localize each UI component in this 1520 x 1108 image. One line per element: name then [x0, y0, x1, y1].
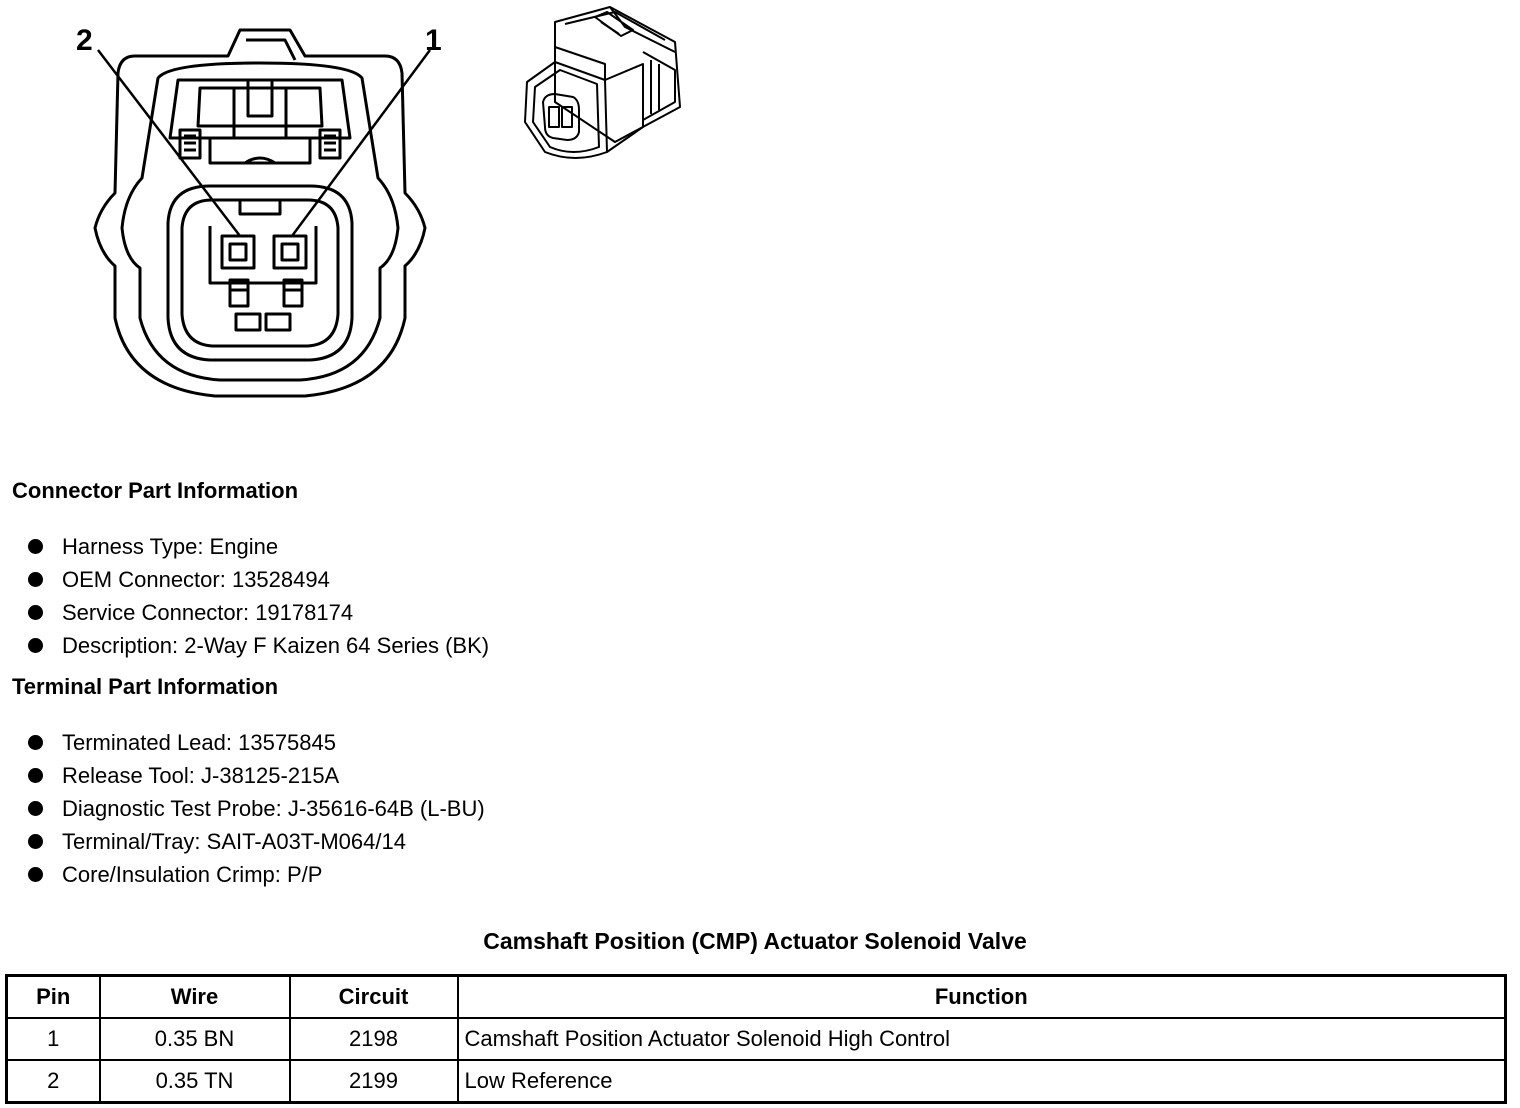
bullet-icon	[28, 801, 43, 816]
connector-isometric-diagram	[515, 2, 690, 167]
connector-info-list	[28, 530, 489, 662]
list-item: OEM Connector: 13528494	[28, 563, 489, 596]
pin-2-leader	[98, 50, 240, 236]
cell-pin: 1	[7, 1018, 100, 1060]
bullet-icon	[28, 572, 43, 587]
bullet-icon	[28, 605, 43, 620]
list-item: Terminated Lead: 13575845	[28, 726, 485, 759]
column-header-circuit: Circuit	[290, 976, 458, 1019]
table-row	[7, 1060, 1506, 1103]
pin-table-title: Camshaft Position (CMP) Actuator Solenoid Valve	[483, 928, 1027, 954]
connector-face-diagram	[60, 18, 460, 403]
list-item: Description: 2-Way F Kaizen 64 Series (BK)	[28, 629, 489, 662]
cell-wire: 0.35 BN	[100, 1018, 290, 1060]
table-header-row	[7, 976, 1506, 1019]
connector-info-heading: Connector Part Information	[12, 478, 299, 503]
list-item: Diagnostic Test Probe: J-35616-64B (L-BU)	[28, 792, 485, 825]
bullet-icon	[28, 638, 43, 653]
bullet-icon	[28, 768, 43, 783]
list-item: Release Tool: J-38125-215A	[28, 759, 485, 792]
bullet-icon	[28, 867, 43, 882]
bullet-icon	[28, 735, 43, 750]
pin-2-label: 2	[76, 24, 93, 57]
column-header-wire: Wire	[100, 976, 290, 1019]
list-item: Harness Type: Engine	[28, 530, 489, 563]
list-item: Terminal/Tray: SAIT-A03T-M064/14	[28, 825, 485, 858]
terminal-info-list	[28, 726, 485, 891]
bullet-icon	[28, 834, 43, 849]
pin-1-label: 1	[425, 24, 442, 57]
cell-pin: 2	[7, 1060, 100, 1103]
list-item: Core/Insulation Crimp: P/P	[28, 858, 485, 891]
table-row	[7, 1018, 1506, 1060]
cell-circuit: 2199	[290, 1060, 458, 1103]
pin-table	[5, 974, 1507, 1104]
bullet-icon	[28, 539, 43, 554]
list-item: Service Connector: 19178174	[28, 596, 489, 629]
cell-circuit: 2198	[290, 1018, 458, 1060]
column-header-pin: Pin	[7, 976, 100, 1019]
terminal-info-heading: Terminal Part Information	[12, 674, 279, 699]
cell-wire: 0.35 TN	[100, 1060, 290, 1103]
column-header-function: Function	[458, 976, 1506, 1019]
cell-function: Camshaft Position Actuator Solenoid High Control	[458, 1018, 1506, 1060]
cell-function: Low Reference	[458, 1060, 1506, 1103]
